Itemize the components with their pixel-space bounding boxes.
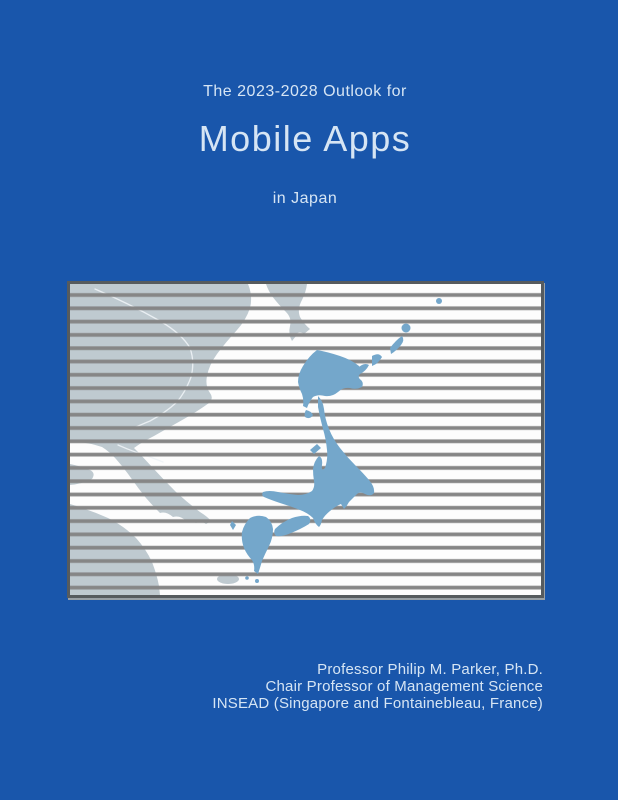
stripes-overlay	[70, 284, 541, 595]
author-title: Chair Professor of Management Science	[265, 678, 543, 695]
japan-map-graphic	[70, 284, 541, 595]
subtitle: in Japan	[272, 190, 338, 207]
author-credits	[212, 661, 543, 712]
japan-map	[67, 281, 544, 598]
series-title: The 2023-2028 Outlook for	[203, 83, 407, 100]
small-island	[255, 579, 259, 583]
kuril-island	[402, 324, 411, 333]
author-name: Professor Philip M. Parker, Ph.D.	[317, 661, 543, 678]
author-affiliation: INSEAD (Singapore and Fontainebleau, France)	[212, 695, 543, 712]
small-island	[245, 576, 249, 580]
kuril-island	[436, 298, 442, 304]
main-title: Mobile Apps	[198, 118, 412, 159]
